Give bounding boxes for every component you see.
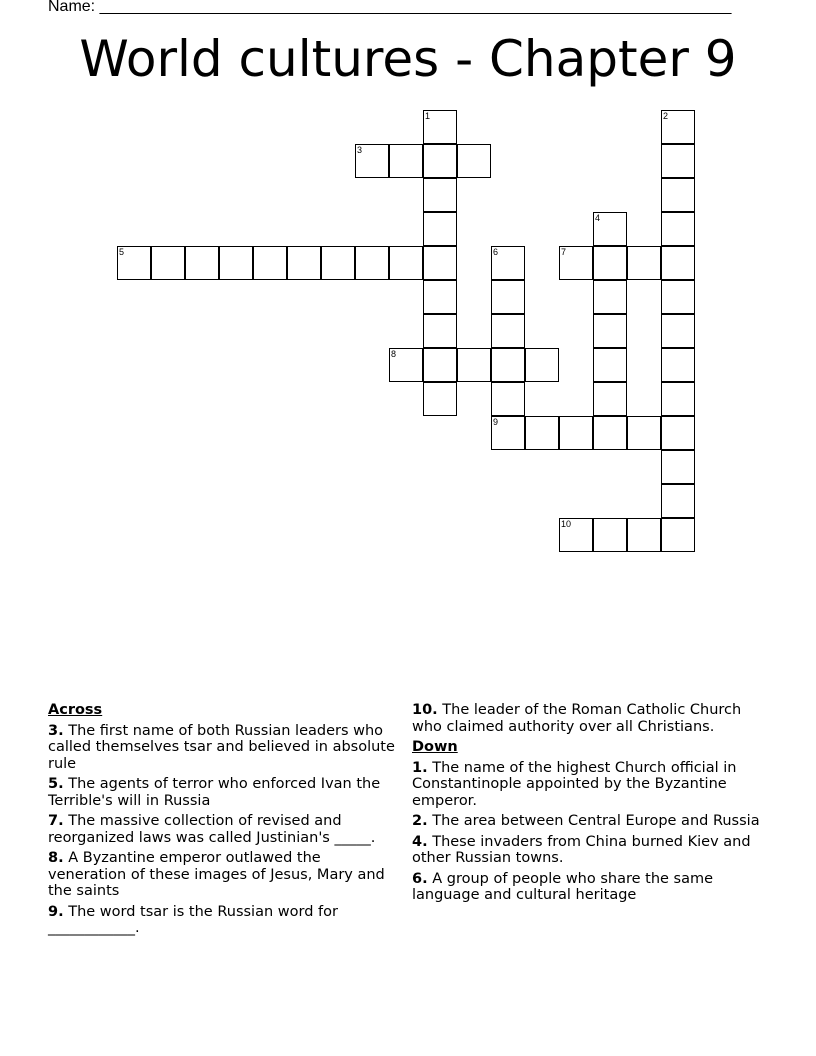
clue-across-9 [48,904,403,937]
clue-text: The agents of terror who enforced Ivan the Terrible's will in Russia [48,776,381,809]
crossword-cell[interactable] [661,484,695,518]
clue-number: 7. [48,813,64,829]
clue-text: The area between Central Europe and Russia [432,813,760,829]
crossword-cell[interactable] [457,144,491,178]
crossword-cell[interactable] [491,416,525,450]
clue-number: 3. [48,722,64,739]
clue-text: The name of the highest Church official in Constantinople appointed by the Byzantine emperor. [412,759,737,809]
crossword-cell[interactable] [593,280,627,314]
crossword-cell[interactable] [253,246,287,280]
crossword-cell[interactable] [423,110,457,144]
crossword-cell[interactable] [355,246,389,280]
crossword-cell[interactable] [423,212,457,246]
crossword-cell[interactable] [593,382,627,416]
name-field-label: Name: _______________________________________________________________________ [48,0,732,15]
clue-number: 6. [412,870,428,887]
crossword-cell[interactable] [593,348,627,382]
clue-number: 1. [412,759,428,776]
clue-down-1 [412,760,772,810]
clue-number: 5. [48,776,64,792]
crossword-cell[interactable] [661,280,695,314]
crossword-cell[interactable] [423,144,457,178]
crossword-cell[interactable] [219,246,253,280]
crossword-cell[interactable] [593,212,627,246]
clue-number: 4. [412,833,428,850]
crossword-cell[interactable] [661,110,695,144]
down-heading: Down [412,739,458,755]
crossword-cell[interactable] [525,348,559,382]
crossword-cell[interactable] [389,144,423,178]
clue-text: The first name of both Russian leaders who called themselves tsar and believed in absolute rule [48,722,395,772]
crossword-cell[interactable] [627,246,661,280]
crossword-cell[interactable] [321,246,355,280]
clue-text: A Byzantine emperor outlawed the veneration of these images of Jesus, Mary and the saints [48,850,385,899]
crossword-cell[interactable] [423,382,457,416]
crossword-cell[interactable] [423,280,457,314]
clue-number: 2. [412,813,428,829]
crossword-cell[interactable] [389,246,423,280]
cell-number: 2 [663,111,669,121]
clue-across-5 [48,776,403,809]
cell-number: 8 [391,349,397,359]
clue-text: These invaders from China burned Kiev and other Russian towns. [412,833,751,866]
crossword-cell[interactable] [287,246,321,280]
crossword-cell[interactable] [661,144,695,178]
clue-text: The word tsar is the Russian word for ____________. [48,903,338,936]
crossword-cell[interactable] [117,246,151,280]
clue-down-6 [412,871,772,904]
crossword-cell[interactable] [491,280,525,314]
crossword-cell[interactable] [593,314,627,348]
cell-number: 7 [561,247,567,257]
cell-number: 9 [493,417,499,427]
clue-across-8 [48,850,403,900]
crossword-cell[interactable] [661,348,695,382]
cell-number: 10 [561,519,572,529]
crossword-cell[interactable] [491,314,525,348]
crossword-cell[interactable] [661,178,695,212]
crossword-cell[interactable] [355,144,389,178]
crossword-cell[interactable] [661,212,695,246]
crossword-cell[interactable] [423,178,457,212]
crossword-cell[interactable] [389,348,423,382]
crossword-cell[interactable] [661,382,695,416]
clue-text: The massive collection of revised and reorganized laws was called Justinian's _____. [48,813,376,846]
crossword-cell[interactable] [593,518,627,552]
crossword-cell[interactable] [491,382,525,416]
crossword-cell[interactable] [559,518,593,552]
clue-text: The leader of the Roman Catholic Church who claimed authority over all Christians. [412,702,742,735]
crossword-cell[interactable] [627,416,661,450]
crossword-cell[interactable] [593,246,627,280]
crossword-cell[interactable] [661,314,695,348]
clue-down-4 [412,834,772,867]
crossword-cell[interactable] [661,450,695,484]
cell-number: 6 [493,247,499,257]
crossword-cell[interactable] [185,246,219,280]
clue-number: 10. [412,702,438,718]
clue-number: 8. [48,850,64,866]
crossword-cell[interactable] [423,246,457,280]
crossword-cell[interactable] [491,246,525,280]
clue-across-10 [412,702,772,735]
crossword-cell[interactable] [593,416,627,450]
crossword-cell[interactable] [559,416,593,450]
cell-number: 4 [595,213,601,223]
crossword-cell[interactable] [151,246,185,280]
cell-number: 1 [425,111,431,121]
crossword-cell[interactable] [661,416,695,450]
crossword-cell[interactable] [457,348,491,382]
crossword-cell[interactable] [491,348,525,382]
crossword-cell[interactable] [559,246,593,280]
clue-number: 9. [48,903,64,920]
crossword-cell[interactable] [661,518,695,552]
cell-number: 3 [357,145,363,155]
crossword-cell[interactable] [525,416,559,450]
cell-number: 5 [119,247,125,257]
crossword-cell[interactable] [423,348,457,382]
page-title: World cultures - Chapter 9 [79,30,737,88]
crossword-cell[interactable] [627,518,661,552]
clue-across-7 [48,813,403,846]
clues-column-right [412,702,772,908]
clues-column-left [48,702,403,941]
across-heading: Across [48,702,103,718]
clue-down-2 [412,813,772,830]
clue-across-3 [48,723,403,773]
clue-text: A group of people who share the same language and cultural heritage [412,870,714,903]
crossword-cell[interactable] [423,314,457,348]
crossword-cell[interactable] [661,246,695,280]
